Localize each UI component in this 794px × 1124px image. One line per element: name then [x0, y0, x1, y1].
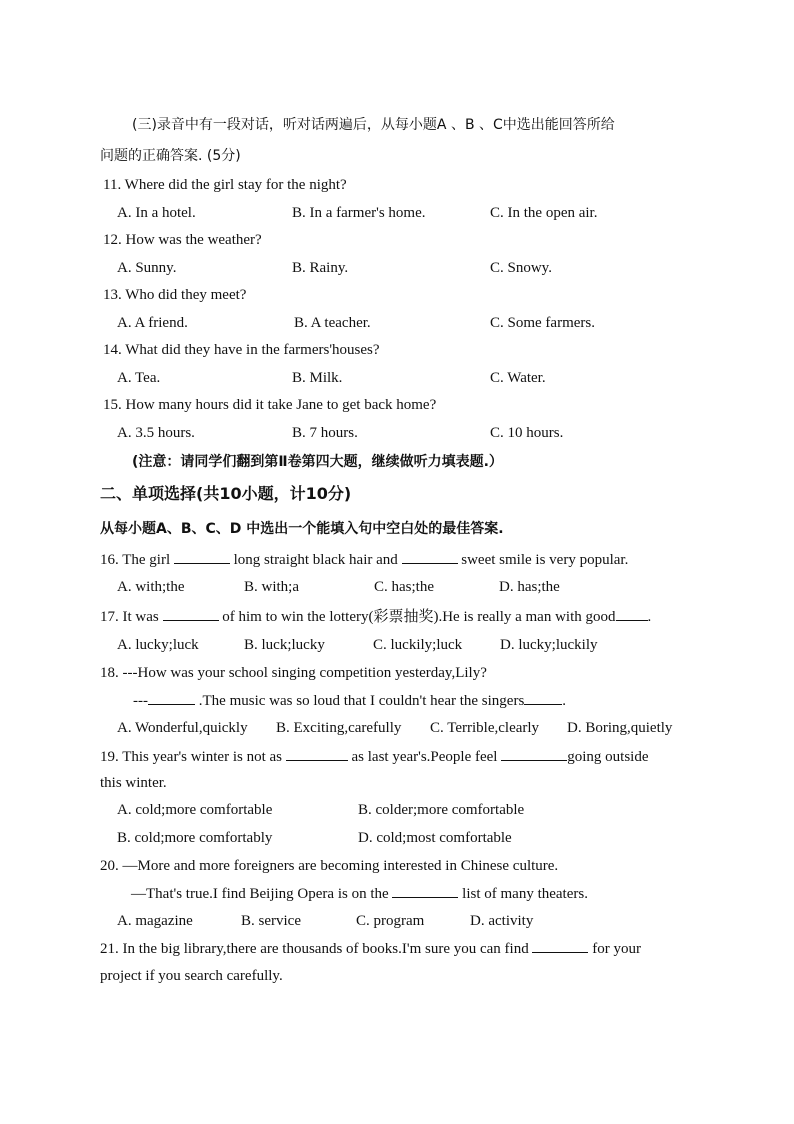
listening-note: (注意：请同学们翻到第Ⅱ卷第四大题，继续做听力填表题.）: [132, 454, 503, 470]
q13-option-a: A. A friend.: [117, 315, 188, 331]
q17-option-b: B. luck;lucky: [244, 637, 325, 653]
question-15: 15. How many hours did it take Jane to get back home?: [103, 397, 437, 413]
question-19-line2: this winter.: [100, 775, 167, 791]
question-12: 12. How was the weather?: [103, 232, 262, 248]
q18-option-d: D. Boring,quietly: [567, 720, 673, 736]
section3-instruction-line1: (三)录音中有一段对话，听对话两遍后，从每小题A 、B 、C中选出能回答所给: [132, 117, 615, 133]
question-19: 19. This year's winter is not as as last year's.People feel going outside: [100, 746, 648, 767]
question-13: 13. Who did they meet?: [103, 287, 247, 303]
answer-blank: [616, 606, 648, 621]
q13-option-c: C. Some farmers.: [490, 315, 595, 331]
q18-option-b: B. Exciting,carefully: [276, 720, 402, 736]
question-21-line2: project if you search carefully.: [100, 968, 283, 984]
q19-option-a: A. cold;more comfortable: [117, 802, 273, 818]
question-20-response: —That's true.I find Beijing Opera is on the list of many theaters.: [131, 883, 588, 904]
q11-option-b: B. In a farmer's home.: [292, 205, 426, 221]
answer-blank: [286, 746, 348, 761]
q13-option-b: B. A teacher.: [294, 315, 371, 331]
q15-option-b: B. 7 hours.: [292, 425, 358, 441]
question-18-response: --- .The music was so loud that I couldn't hear the singers .: [133, 690, 566, 711]
q17-option-a: A. lucky;luck: [117, 637, 199, 653]
q19-option-d: D. cold;most comfortable: [358, 830, 512, 846]
part2-heading: 二、单项选择(共10小题，计10分): [100, 484, 352, 503]
q11-option-a: A. In a hotel.: [117, 205, 196, 221]
q19-option-b: B. colder;more comfortable: [358, 802, 525, 818]
question-20: 20. —More and more foreigners are becoming interested in Chinese culture.: [100, 858, 559, 874]
q15-option-c: C. 10 hours.: [490, 425, 564, 441]
question-17: 17. It was of him to win the lottery(彩票抽奖).He is really a man with good .: [100, 606, 651, 627]
q20-option-d: D. activity: [470, 913, 534, 929]
q16-option-b: B. with;a: [244, 579, 299, 595]
q17-option-c: C. luckily;luck: [373, 637, 463, 653]
question-11: 11. Where did the girl stay for the night?: [103, 177, 347, 193]
q16-option-c: C. has;the: [374, 579, 434, 595]
part2-instruction: 从每小题A、B、C、D 中选出一个能填入句中空白处的最佳答案.: [100, 521, 504, 537]
q11-option-c: C. In the open air.: [490, 205, 598, 221]
question-21: 21. In the big library,there are thousands of books.I'm sure you can find for your: [100, 938, 641, 959]
answer-blank: [524, 690, 562, 705]
answer-blank: [501, 746, 567, 761]
q20-option-b: B. service: [241, 913, 301, 929]
q19-option-c: B. cold;more comfortably: [117, 830, 273, 846]
q14-option-c: C. Water.: [490, 370, 546, 386]
section3-instruction-line2: 问题的正确答案. (5分): [100, 148, 241, 164]
q18-option-c: C. Terrible,clearly: [430, 720, 540, 736]
q16-option-a: A. with;the: [117, 579, 185, 595]
q20-option-c: C. program: [356, 913, 425, 929]
q17-option-d: D. lucky;luckily: [500, 637, 598, 653]
q14-option-a: A. Tea.: [117, 370, 161, 386]
answer-blank: [148, 690, 195, 705]
q18-option-a: A. Wonderful,quickly: [117, 720, 248, 736]
answer-blank: [532, 938, 588, 953]
question-18: 18. ---How was your school singing competition yesterday,Lily?: [100, 665, 487, 681]
question-14: 14. What did they have in the farmers'houses?: [103, 342, 380, 358]
q14-option-b: B. Milk.: [292, 370, 343, 386]
q12-option-a: A. Sunny.: [117, 260, 177, 276]
q15-option-a: A. 3.5 hours.: [117, 425, 195, 441]
q12-option-c: C. Snowy.: [490, 260, 552, 276]
q20-option-a: A. magazine: [117, 913, 193, 929]
answer-blank: [174, 549, 230, 564]
answer-blank: [392, 883, 458, 898]
q12-option-b: B. Rainy.: [292, 260, 349, 276]
answer-blank: [402, 549, 458, 564]
question-16: 16. The girl long straight black hair and sweet smile is very popular.: [100, 549, 628, 570]
q16-option-d: D. has;the: [499, 579, 560, 595]
answer-blank: [163, 606, 219, 621]
